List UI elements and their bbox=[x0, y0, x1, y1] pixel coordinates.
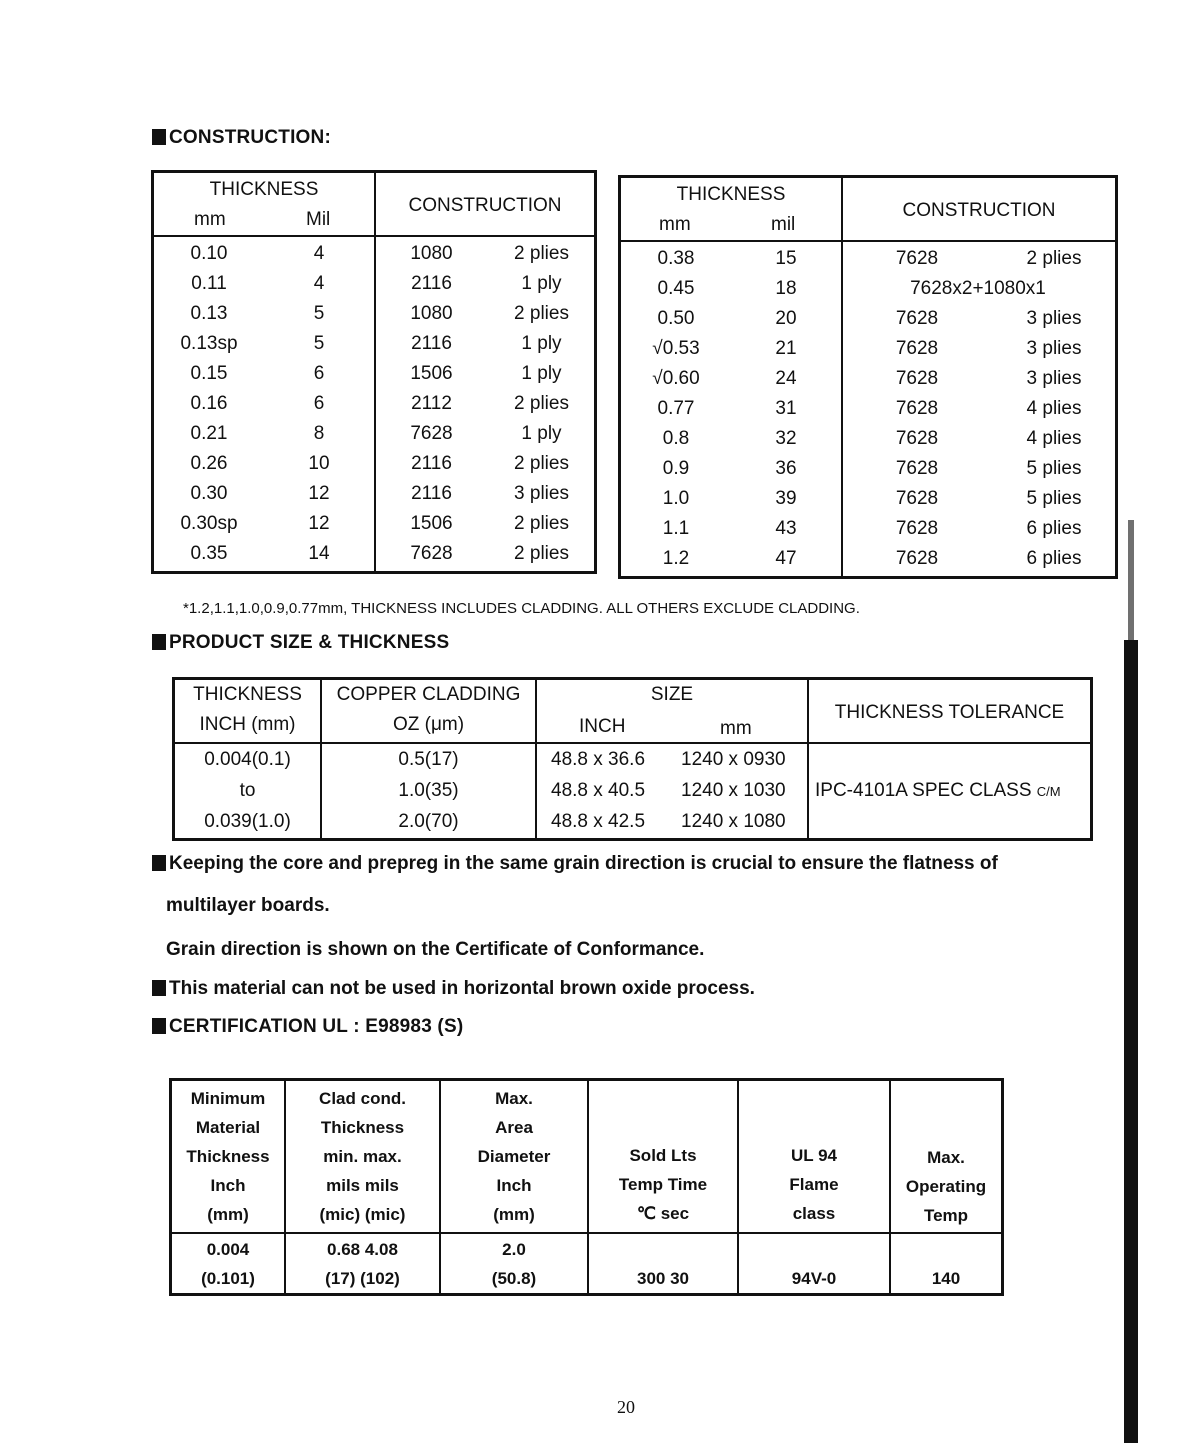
bullet-square-icon bbox=[152, 855, 166, 871]
table-row: 0.50 20 7628 3 plies bbox=[657, 308, 1082, 329]
table-row: 0.10 4 1080 2 plies bbox=[190, 243, 569, 264]
table-row: 0.45 18 7628x2+1080x1 bbox=[657, 278, 1046, 299]
certificate-note: Grain direction is shown on the Certificate of Conformance. bbox=[166, 939, 705, 960]
bullet-square-icon bbox=[152, 980, 166, 996]
product-size-heading: PRODUCT SIZE & THICKNESS bbox=[152, 632, 449, 654]
table-row: 0.77 31 7628 4 plies bbox=[657, 398, 1082, 419]
table-row: 0.26 10 2116 2 plies bbox=[190, 453, 569, 474]
product-size-table bbox=[172, 677, 1093, 841]
construction-left-rows bbox=[154, 239, 594, 569]
list-item: 48.8 x 36.6 bbox=[551, 749, 646, 770]
table-row: √0.53 21 7628 3 plies bbox=[652, 338, 1082, 359]
list-item: 1240 x 1030 bbox=[681, 780, 786, 801]
scan-binding-shadow bbox=[1124, 640, 1138, 1443]
construction-heading: CONSTRUCTION: bbox=[152, 127, 331, 149]
table-row: 1.0 39 7628 5 plies bbox=[662, 488, 1082, 509]
grain-direction-note-cont: multilayer boards. bbox=[166, 895, 330, 916]
header-thickness: THICKNESS bbox=[193, 684, 302, 705]
header-ul94: UL 94 Flame class bbox=[738, 1081, 890, 1233]
header-thickness: THICKNESS bbox=[209, 179, 319, 200]
list-item: 48.8 x 40.5 bbox=[551, 780, 646, 801]
list-item: 0.039(1.0) bbox=[204, 811, 291, 832]
header-size-mm: mm bbox=[720, 718, 752, 739]
header-copper-unit: OZ (μm) bbox=[392, 714, 465, 735]
table-row: 0.11 4 2116 1 ply bbox=[191, 273, 562, 294]
table-row: 0.21 8 7628 1 ply bbox=[190, 423, 562, 444]
header-min-thickness: Minimum Material Thickness Inch (mm) bbox=[186, 1089, 270, 1224]
cladding-footnote: *1.2,1.1,1.0,0.9,0.77mm, THICKNESS INCLUDES CLADDING. ALL OTHERS EXCLUDE CLADDING. bbox=[183, 600, 860, 617]
header-mil: Mil bbox=[306, 209, 331, 230]
table-row: 0.30 12 2116 3 plies bbox=[190, 483, 569, 504]
list-item: 1240 x 1080 bbox=[681, 811, 786, 832]
bullet-square-icon bbox=[152, 1018, 166, 1034]
header-max-operating-temp: Max. Operating Temp bbox=[890, 1081, 1001, 1233]
header-size-inch: INCH bbox=[579, 716, 626, 737]
table-row: 0.30sp 12 1506 2 plies bbox=[180, 513, 569, 534]
certification-heading: CERTIFICATION UL : E98983 (S) bbox=[152, 1016, 463, 1038]
list-item: 1240 x 0930 bbox=[681, 749, 786, 770]
header-clad-cond: Clad cond. Thickness min. max. mils mils (mic) (mic) bbox=[285, 1081, 440, 1233]
construction-table-right bbox=[618, 175, 1118, 579]
table-row: 0.13sp 5 2116 1 ply bbox=[180, 333, 562, 354]
bullet-square-icon bbox=[152, 129, 166, 145]
header-sold-lts: Sold Lts Temp Time ℃ sec bbox=[588, 1081, 738, 1233]
table-row: √0.60 24 7628 3 plies bbox=[652, 368, 1082, 389]
list-item: to bbox=[239, 780, 256, 801]
page-number: 20 bbox=[617, 1397, 635, 1417]
table-row: 0.8 32 7628 4 plies bbox=[662, 428, 1082, 449]
table-row: 1.1 43 7628 6 plies bbox=[662, 518, 1082, 539]
scan-binding-shadow-top bbox=[1128, 520, 1134, 640]
table-row: 0.16 6 2112 2 plies bbox=[190, 393, 569, 414]
header-thickness-unit: INCH (mm) bbox=[199, 714, 296, 735]
table-header-row bbox=[172, 1081, 1001, 1233]
header-thickness: THICKNESS bbox=[676, 184, 786, 205]
list-item: 2.0(70) bbox=[398, 811, 459, 832]
table-row: 0.9 36 7628 5 plies bbox=[662, 458, 1082, 479]
header-max-area: Max. Area Diameter Inch (mm) bbox=[440, 1081, 588, 1233]
table-row: 0.13 5 1080 2 plies bbox=[190, 303, 569, 324]
header-size: SIZE bbox=[650, 684, 694, 705]
list-item: 1.0(35) bbox=[398, 780, 459, 801]
construction-right-rows bbox=[621, 244, 1115, 574]
header-thickness-tolerance: THICKNESS TOLERANCE bbox=[834, 702, 1065, 723]
list-item: 48.8 x 42.5 bbox=[551, 811, 646, 832]
header-construction: CONSTRUCTION bbox=[902, 200, 1056, 221]
bullet-square-icon bbox=[152, 634, 166, 650]
table-row: 0.004 (0.101) 0.68 4.08 (17) (102) 2.0 (50.8) 300 30 94V-0 140 bbox=[172, 1233, 1001, 1294]
header-construction: CONSTRUCTION bbox=[408, 195, 562, 216]
certification-table bbox=[169, 1078, 1004, 1296]
header-mm: mm bbox=[194, 209, 226, 230]
grain-direction-note: Keeping the core and prepreg in the same grain direction is crucial to ensure the flatness of bbox=[152, 853, 998, 875]
table-row: 0.35 14 7628 2 plies bbox=[190, 543, 569, 564]
header-mm: mm bbox=[659, 214, 691, 235]
list-item: 0.5(17) bbox=[398, 749, 459, 770]
header-mil: mil bbox=[771, 214, 796, 235]
table-row: 0.38 15 7628 2 plies bbox=[657, 248, 1082, 269]
construction-table-left bbox=[151, 170, 597, 574]
list-item: 0.004(0.1) bbox=[204, 749, 291, 770]
brown-oxide-note: This material can not be used in horizontal brown oxide process. bbox=[152, 978, 755, 1000]
header-copper-cladding: COPPER CLADDING bbox=[336, 684, 521, 705]
tolerance-value: IPC-4101A SPEC CLASS C/M bbox=[815, 780, 1061, 801]
table-row: 0.15 6 1506 1 ply bbox=[190, 363, 562, 384]
table-row: 1.2 47 7628 6 plies bbox=[662, 548, 1082, 569]
